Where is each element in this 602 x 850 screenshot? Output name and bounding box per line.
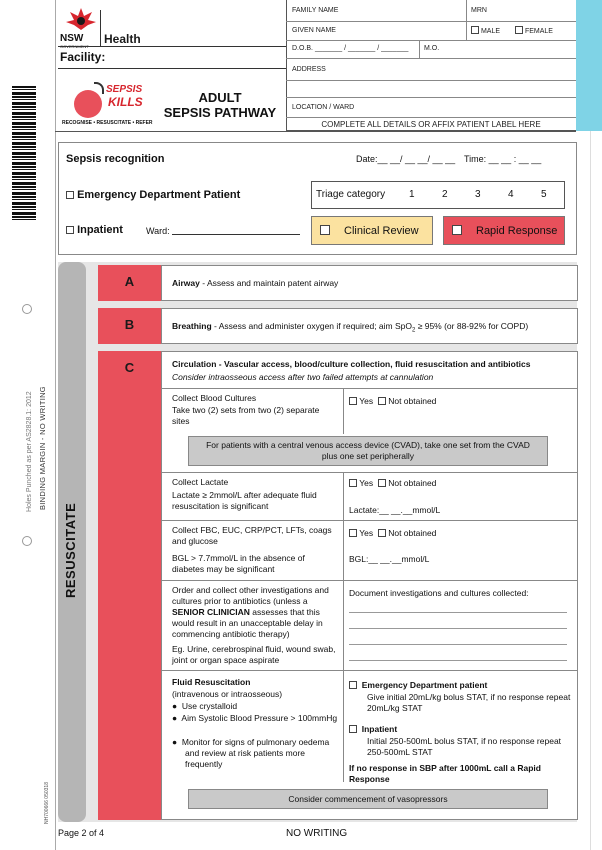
health-text: Health [104,32,141,46]
page-number: Page 2 of 4 [58,828,105,838]
fluid-title: Fluid Resuscitation [172,677,251,687]
breathing-letter-cell [98,308,162,344]
bullet-icon: ● [172,737,178,747]
ward-input-line[interactable] [172,234,300,235]
facility-bottom-line [58,68,286,69]
fbc-title: Collect FBC, EUC, CRP/PCT, LFTs, coags and glucose [172,525,332,546]
c-line-4 [162,580,577,581]
airway-desc: - Assess and maintain patent airway [199,278,339,288]
pl-row1 [286,21,576,22]
fuse-icon [94,82,104,94]
blood-cultures-not-obtained-label: Not obtained [388,396,437,406]
breathing-bold: Breathing [172,321,212,331]
triage-label: Triage category [316,189,386,200]
triage-4[interactable]: 4 [508,189,514,200]
ed-patient-option[interactable] [66,189,240,201]
female-checkbox[interactable] [515,26,553,35]
ed-fluid-option[interactable] [349,680,487,691]
inpatient-checkbox[interactable] [66,226,74,234]
breathing-desc2: ≥ 95% (or 88-92% for COPD) [415,321,529,331]
family-name-label: FAMILY NAME [292,7,339,14]
complete-label: COMPLETE ALL DETAILS OR AFFIX PATIENT LABEL HERE [321,120,541,129]
c-col-2 [343,472,344,782]
triage-1[interactable]: 1 [409,189,415,200]
triage-5[interactable]: 5 [541,189,547,200]
order-text-bold: SENIOR CLINICIAN [172,607,250,617]
sepsis-logo-line1: SEPSIS [106,84,143,95]
male-box[interactable] [471,26,479,34]
fluid-bullet-1-text: Use crystalloid [181,701,238,711]
bgl-text: BGL > 7.7mmol/L in the absence of diabetes may be significant [172,553,305,574]
nsw-logo [60,6,102,48]
order-eg: Eg. Urine, cerebrospinal fluid, wound swab, joint or organ space aspirate [172,644,336,665]
title-line1: ADULT [198,90,242,105]
c-line-2 [162,472,577,473]
inpatient-fluid-text: Initial 250-500mL bolus STAT, if no response repeat 250-500mL STAT [367,736,562,757]
fbc-options[interactable] [349,528,436,539]
breathing-text [172,321,528,337]
ed-fluid-checkbox[interactable] [349,681,357,689]
blood-cultures-title: Collect Blood Cultures [172,393,257,403]
title-line2: SEPSIS PATHWAY [163,105,277,120]
c-line-3 [162,520,577,521]
recognition-title: Sepsis recognition [66,153,165,165]
pl-col-mo [419,40,420,58]
form-code: NH700666 050318 [44,782,50,824]
lactate-not-obtained-checkbox[interactable] [378,479,386,487]
facility-label: Facility: [60,50,106,64]
fbc-not-obtained-checkbox[interactable] [378,529,386,537]
margin-line [55,0,56,850]
fluid-bullet-2 [172,713,338,724]
circulation-heading: Circulation - Vascular access, blood/culture collection, fluid resuscitation and antibiotics [172,359,531,369]
mrn-label: MRN [471,7,487,14]
cvad-note: For patients with a central venous access device (CVAD), take one set from the CVAD plus one set peripherally [188,436,548,466]
location-ward-label: LOCATION / WARD [292,104,355,111]
male-checkbox[interactable] [471,26,500,35]
bgl-field[interactable]: BGL:__ __.__mmol/L [349,554,430,564]
given-name-label: GIVEN NAME [292,27,336,34]
barcode [12,86,36,222]
ed-fluid-title: Emergency Department patient [361,680,488,690]
circulation-subheading: Consider intraosseous access after two failed attempts at cannulation [172,372,434,382]
lactate-not-obtained-label: Not obtained [388,478,437,488]
bomb-icon [74,90,102,118]
vasopressors-note: Consider commencement of vasopressors [188,789,548,809]
resuscitate-label: RESUSCITATE [63,502,78,598]
fbc-yes-checkbox[interactable] [349,529,357,537]
bullet-icon: ● [172,701,178,711]
c-col-1 [343,388,344,434]
rapid-response-label: Rapid Response [476,225,558,237]
pl-col-mrn [466,0,467,40]
inpatient-fluid-title: Inpatient [361,724,398,734]
pl-row2 [286,40,576,41]
order-text [172,585,342,640]
airway-text [172,278,338,289]
blood-cultures-text: Take two (2) sets from two (2) separate sites [172,405,320,426]
ed-patient-checkbox[interactable] [66,191,74,199]
fbc-yes-label: Yes [359,528,374,538]
document-line-2[interactable] [349,628,567,629]
order-text-2: assesses that this would result in an unacceptable delay in commencing antibiotic therapy) [172,607,323,639]
ward-label: Ward: [146,226,170,236]
document-line-4[interactable] [349,660,567,661]
female-label: FEMALE [524,28,553,35]
fluid-bullet-2-text: Aim Systolic Blood Pressure > 100mmHg [181,713,338,723]
lactate-field[interactable]: Lactate:__ __.__mmol/L [349,505,441,515]
pl-row6 [286,117,576,118]
barcode-text [0,78,1,188]
lactate-options[interactable] [349,478,436,489]
right-edge-line [590,131,591,850]
document-label: Document investigations and cultures collected: [349,588,529,598]
triage-2[interactable]: 2 [442,189,448,200]
facility-top-line [58,46,286,47]
breathing-sub: 2 [412,327,416,334]
no-response-text: If no response in SBP after 1000mL call a Rapid Response [349,763,541,784]
male-label: MALE [480,28,501,35]
order-text-1: Order and collect other investigations and cultures prior to antibiotics (unless a [172,585,329,606]
fluid-bullet-1 [172,701,338,712]
punch-hole-top [22,304,32,314]
holes-punched-text: Holes Punched as per AS2828.1: 2012 [26,391,33,512]
blood-cultures-options[interactable] [349,396,436,407]
lactate-text: Lactate ≥ 2mmol/L after adequate fluid resuscitation is significant [172,490,317,511]
breathing-desc: - Assess and administer oxygen if required; aim SpO [211,321,412,331]
address-label: ADDRESS [292,66,326,73]
binding-margin-text: BINDING MARGIN - NO WRITING [38,386,47,510]
ed-patient-label: Emergency Department Patient [77,189,241,201]
clinical-review-label: Clinical Review [344,225,419,237]
ed-fluid-text: Give initial 20mL/kg bolus STAT, if no response repeat 20mL/kg STAT [367,692,571,713]
date-field[interactable]: Date:__ __/ __ __/ __ __ [356,154,456,164]
fluid-bullet-3 [172,737,338,770]
fluid-bullet-3-text: Monitor for signs of pulmonary oedema and review at risk patients more frequently [181,737,330,769]
fbc-not-obtained-label: Not obtained [388,528,437,538]
footer-no-writing: NO WRITING [286,828,348,839]
lactate-yes-label: Yes [359,478,374,488]
c-line-1 [162,388,577,389]
c-line-5 [162,670,577,671]
blood-cultures-yes-checkbox[interactable] [349,397,357,405]
female-box[interactable] [515,26,523,34]
document-line-3[interactable] [349,644,567,645]
inpatient-label: Inpatient [77,224,123,236]
lactate-title: Collect Lactate [172,477,229,487]
header-bottom-line [55,131,576,132]
triage-3[interactable]: 3 [475,189,481,200]
lactate-yes-checkbox[interactable] [349,479,357,487]
pl-row4 [286,80,576,81]
patient-label-box [286,0,576,131]
inpatient-fluid-checkbox[interactable] [349,725,357,733]
airway-letter-cell [98,265,162,301]
sepsis-tagline: RECOGNISE • RESUSCITATE • REFER [62,120,153,126]
punch-hole-bottom [22,536,32,546]
fluid-sub: (intravenous or intraosseous) [172,689,283,699]
breathing-letter: B [124,317,135,332]
circulation-letter: C [124,360,135,375]
blood-cultures-yes-label: Yes [359,396,374,406]
airway-letter: A [124,274,135,289]
airway-bold: Airway [172,278,200,288]
bullet-icon: ● [172,713,178,723]
nsw-text: NSW [60,33,84,44]
mo-label: M.O. [424,45,440,52]
dob-field[interactable]: D.O.B. _______ / _______ / _______ [292,45,409,52]
circulation-letter-cell [98,351,162,820]
pl-row3 [286,58,576,59]
rapid-response-checkbox[interactable] [452,225,462,235]
clinical-review-checkbox[interactable] [320,225,330,235]
inpatient-fluid-option[interactable] [349,724,397,735]
rapid-response-button[interactable] [443,216,565,245]
clinical-review-button[interactable] [311,216,433,245]
sepsis-logo-line2: KILLS [108,95,143,109]
document-line-1[interactable] [349,612,567,613]
time-field[interactable]: Time: __ __ : __ __ [464,154,542,164]
patient-label-tab [576,0,602,131]
inpatient-option[interactable] [66,224,123,236]
logo-divider [100,10,101,46]
blood-cultures-not-obtained-checkbox[interactable] [378,397,386,405]
sepsis-kills-logo [62,78,162,130]
pl-row5 [286,97,576,98]
